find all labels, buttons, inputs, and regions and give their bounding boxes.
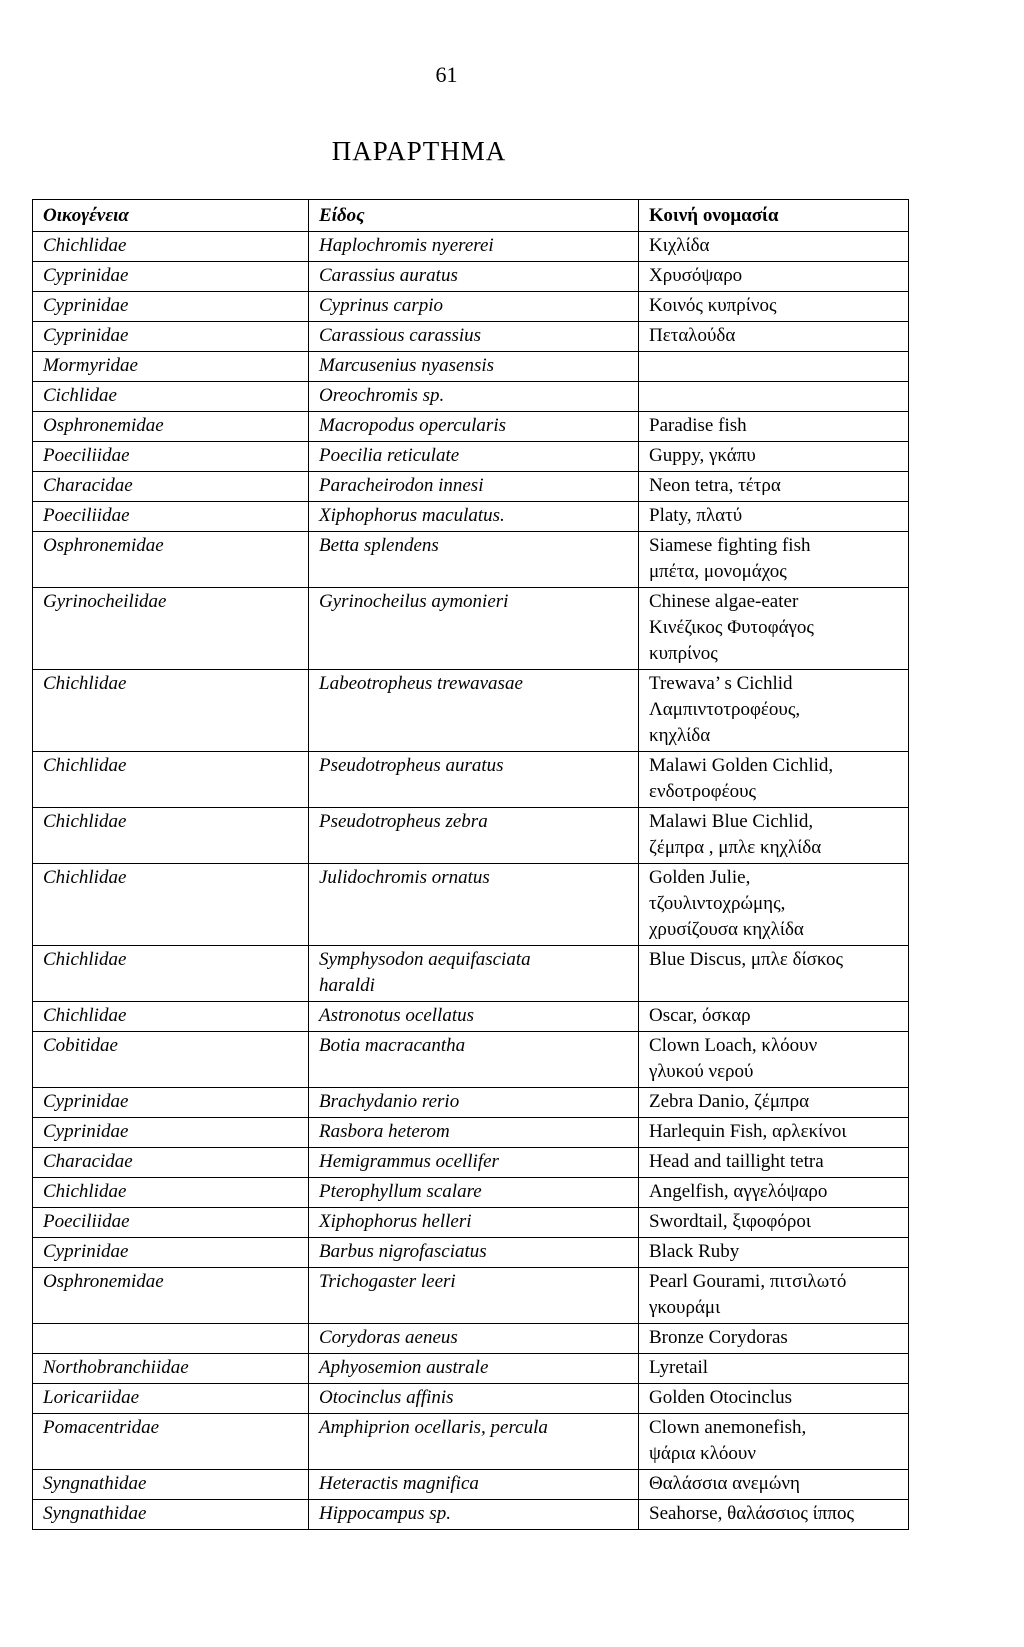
species-cell: Xiphophorus maculatus. bbox=[309, 502, 639, 532]
common-name-cell: Black Ruby bbox=[639, 1238, 909, 1268]
table-row bbox=[33, 1118, 909, 1148]
species-cell: Cyprinus carpio bbox=[309, 292, 639, 322]
common-name-cell: Golden Otocinclus bbox=[639, 1384, 909, 1414]
common-name-cell: Clown anemonefish, ψάρια κλόουν bbox=[639, 1414, 909, 1470]
table-row bbox=[33, 412, 909, 442]
species-cell: Paracheirodon innesi bbox=[309, 472, 639, 502]
table-row bbox=[33, 1414, 909, 1470]
table-row bbox=[33, 1384, 909, 1414]
table-row bbox=[33, 946, 909, 1002]
table-row bbox=[33, 292, 909, 322]
table-body bbox=[33, 232, 909, 1530]
family-cell: Mormyridae bbox=[33, 352, 309, 382]
page-title: ΠΑΡΑΡΤΗΜΑ bbox=[331, 136, 507, 166]
table-row bbox=[33, 382, 909, 412]
family-cell: Characidae bbox=[33, 1148, 309, 1178]
common-name-cell: Bronze Corydoras bbox=[639, 1324, 909, 1354]
table-row bbox=[33, 352, 909, 382]
species-cell: Betta splendens bbox=[309, 532, 639, 588]
common-name-cell: Head and taillight tetra bbox=[639, 1148, 909, 1178]
family-cell: Cyprinidae bbox=[33, 1088, 309, 1118]
family-cell: Cyprinidae bbox=[33, 1238, 309, 1268]
species-cell: Xiphophorus helleri bbox=[309, 1208, 639, 1238]
table-row bbox=[33, 1178, 909, 1208]
table-row bbox=[33, 442, 909, 472]
common-name-cell: Platy, πλατύ bbox=[639, 502, 909, 532]
family-cell: Northobranchiidae bbox=[33, 1354, 309, 1384]
family-cell: Chichlidae bbox=[33, 232, 309, 262]
species-cell: Hemigrammus ocellifer bbox=[309, 1148, 639, 1178]
table-row bbox=[33, 1324, 909, 1354]
common-name-cell: Angelfish, αγγελόψαρο bbox=[639, 1178, 909, 1208]
family-cell: Syngnathidae bbox=[33, 1500, 309, 1530]
table-row bbox=[33, 1268, 909, 1324]
header-common-name: Κοινή ονομασία bbox=[639, 200, 909, 232]
species-cell: Symphysodon aequifasciata haraldi bbox=[309, 946, 639, 1002]
family-cell: Chichlidae bbox=[33, 752, 309, 808]
common-name-cell: Κιχλίδα bbox=[639, 232, 909, 262]
common-name-cell: Blue Discus, μπλε δίσκος bbox=[639, 946, 909, 1002]
species-cell: Macropodus opercularis bbox=[309, 412, 639, 442]
common-name-cell: Πεταλούδα bbox=[639, 322, 909, 352]
species-cell: Heteractis magnifica bbox=[309, 1470, 639, 1500]
common-name-cell: Neon tetra, τέτρα bbox=[639, 472, 909, 502]
family-cell: Poeciliidae bbox=[33, 442, 309, 472]
species-cell: Barbus nigrofasciatus bbox=[309, 1238, 639, 1268]
species-cell: Pseudotropheus auratus bbox=[309, 752, 639, 808]
species-cell: Botia macracantha bbox=[309, 1032, 639, 1088]
table-row bbox=[33, 808, 909, 864]
family-cell bbox=[33, 1324, 309, 1354]
common-name-cell: Κοινός κυπρίνος bbox=[639, 292, 909, 322]
species-cell: Gyrinocheilus aymonieri bbox=[309, 588, 639, 670]
common-name-cell: Lyretail bbox=[639, 1354, 909, 1384]
species-cell: Trichogaster leeri bbox=[309, 1268, 639, 1324]
family-cell: Cyprinidae bbox=[33, 292, 309, 322]
common-name-cell: Malawi Blue Cichlid, ζέμπρα , μπλε κηχλίδα bbox=[639, 808, 909, 864]
table-row bbox=[33, 532, 909, 588]
table-row bbox=[33, 502, 909, 532]
table-row bbox=[33, 1088, 909, 1118]
table-row bbox=[33, 1470, 909, 1500]
family-cell: Loricariidae bbox=[33, 1384, 309, 1414]
species-cell: Amphiprion ocellaris, percula bbox=[309, 1414, 639, 1470]
table-row bbox=[33, 864, 909, 946]
table-row bbox=[33, 232, 909, 262]
table-row bbox=[33, 1032, 909, 1088]
family-cell: Poeciliidae bbox=[33, 502, 309, 532]
species-cell: Carassius auratus bbox=[309, 262, 639, 292]
species-cell: Poecilia reticulate bbox=[309, 442, 639, 472]
species-table bbox=[32, 199, 909, 1530]
species-cell: Rasbora heterom bbox=[309, 1118, 639, 1148]
family-cell: Osphronemidae bbox=[33, 1268, 309, 1324]
family-cell: Chichlidae bbox=[33, 1178, 309, 1208]
family-cell: Gyrinocheilidae bbox=[33, 588, 309, 670]
common-name-cell: Clown Loach, κλόουν γλυκού νερού bbox=[639, 1032, 909, 1088]
family-cell: Characidae bbox=[33, 472, 309, 502]
family-cell: Syngnathidae bbox=[33, 1470, 309, 1500]
family-cell: Cyprinidae bbox=[33, 322, 309, 352]
common-name-cell: Swordtail, ξιφοφόροι bbox=[639, 1208, 909, 1238]
table-row bbox=[33, 588, 909, 670]
table-row bbox=[33, 752, 909, 808]
header-family: Οικογένεια bbox=[33, 200, 309, 232]
family-cell: Osphronemidae bbox=[33, 412, 309, 442]
common-name-cell: Θαλάσσια ανεμώνη bbox=[639, 1470, 909, 1500]
table-row bbox=[33, 1500, 909, 1530]
common-name-cell: Golden Julie, τζουλιντοχρώμης, χρυσίζουσα κηχλίδα bbox=[639, 864, 909, 946]
family-cell: Cyprinidae bbox=[33, 262, 309, 292]
table-row bbox=[33, 1354, 909, 1384]
common-name-cell: Paradise fish bbox=[639, 412, 909, 442]
table-row bbox=[33, 1208, 909, 1238]
family-cell: Cyprinidae bbox=[33, 1118, 309, 1148]
family-cell: Chichlidae bbox=[33, 864, 309, 946]
family-cell: Osphronemidae bbox=[33, 532, 309, 588]
species-cell: Hippocampus sp. bbox=[309, 1500, 639, 1530]
species-cell: Carassious carassius bbox=[309, 322, 639, 352]
family-cell: Chichlidae bbox=[33, 808, 309, 864]
table-row bbox=[33, 322, 909, 352]
table-row bbox=[33, 1148, 909, 1178]
species-cell: Pterophyllum scalare bbox=[309, 1178, 639, 1208]
family-cell: Cobitidae bbox=[33, 1032, 309, 1088]
species-cell: Marcusenius nyasensis bbox=[309, 352, 639, 382]
common-name-cell: Trewava’ s Cichlid Λαμπιντοτροφέους, κηχλίδα bbox=[639, 670, 909, 752]
table-row bbox=[33, 262, 909, 292]
common-name-cell: Guppy, γκάπυ bbox=[639, 442, 909, 472]
common-name-cell: Harlequin Fish, αρλεκίνοι bbox=[639, 1118, 909, 1148]
common-name-cell bbox=[639, 352, 909, 382]
species-cell: Aphyosemion australe bbox=[309, 1354, 639, 1384]
family-cell: Poeciliidae bbox=[33, 1208, 309, 1238]
species-cell: Julidochromis ornatus bbox=[309, 864, 639, 946]
common-name-cell: Chinese algae-eater Κινέζικος Φυτοφάγος κυπρίνος bbox=[639, 588, 909, 670]
species-cell: Haplochromis nyererei bbox=[309, 232, 639, 262]
common-name-cell: Seahorse, θαλάσσιος ίππος bbox=[639, 1500, 909, 1530]
family-cell: Pomacentridae bbox=[33, 1414, 309, 1470]
family-cell: Chichlidae bbox=[33, 670, 309, 752]
common-name-cell: Malawi Golden Cichlid, ενδοτροφέους bbox=[639, 752, 909, 808]
species-cell: Oreochromis sp. bbox=[309, 382, 639, 412]
common-name-cell: Χρυσόψαρο bbox=[639, 262, 909, 292]
species-cell: Labeotropheus trewavasae bbox=[309, 670, 639, 752]
family-cell: Chichlidae bbox=[33, 946, 309, 1002]
common-name-cell bbox=[639, 382, 909, 412]
page-number: 61 bbox=[435, 62, 458, 87]
table-row bbox=[33, 1002, 909, 1032]
family-cell: Cichlidae bbox=[33, 382, 309, 412]
species-cell: Brachydanio rerio bbox=[309, 1088, 639, 1118]
species-cell: Astronotus ocellatus bbox=[309, 1002, 639, 1032]
common-name-cell: Siamese fighting fish μπέτα, μονομάχος bbox=[639, 532, 909, 588]
common-name-cell: Zebra Danio, ζέμπρα bbox=[639, 1088, 909, 1118]
species-cell: Pseudotropheus zebra bbox=[309, 808, 639, 864]
common-name-cell: Pearl Gourami, πιτσιλωτό γκουράμι bbox=[639, 1268, 909, 1324]
table-header-row bbox=[33, 200, 909, 232]
table-row bbox=[33, 670, 909, 752]
table-row bbox=[33, 1238, 909, 1268]
table-row bbox=[33, 472, 909, 502]
species-cell: Corydoras aeneus bbox=[309, 1324, 639, 1354]
header-species: Είδος bbox=[309, 200, 639, 232]
common-name-cell: Oscar, όσκαρ bbox=[639, 1002, 909, 1032]
species-cell: Otocinclus affinis bbox=[309, 1384, 639, 1414]
family-cell: Chichlidae bbox=[33, 1002, 309, 1032]
